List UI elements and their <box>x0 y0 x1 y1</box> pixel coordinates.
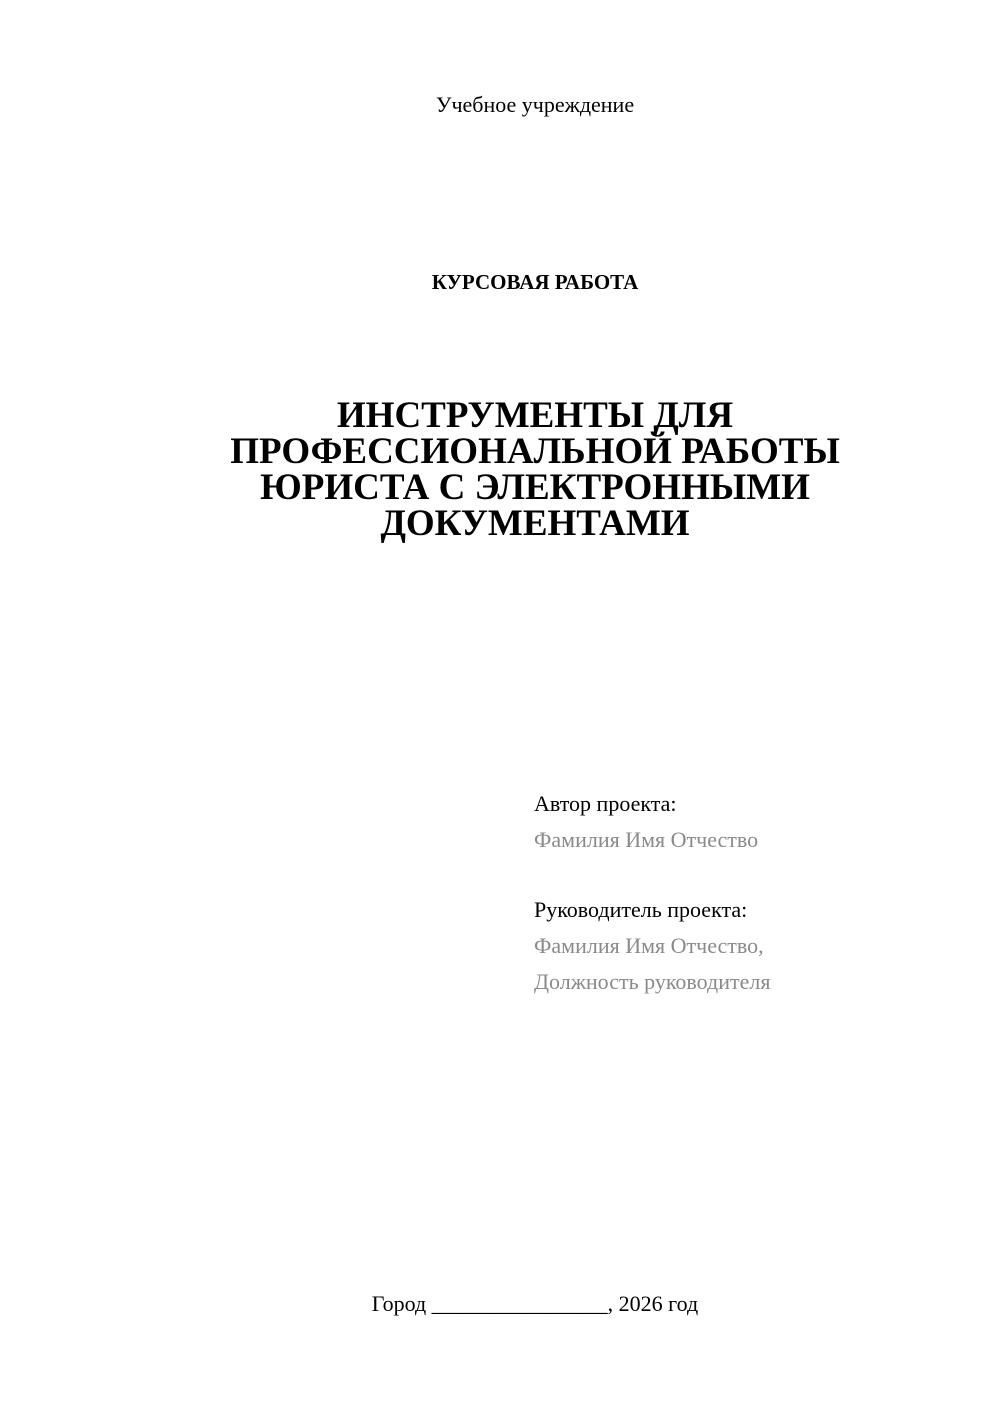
title-line: ДОКУМЕНТАМИ <box>380 503 690 544</box>
document-type: КУРСОВАЯ РАБОТА <box>431 270 639 294</box>
supervisor-label: Руководитель проекта: <box>534 897 748 922</box>
supervisor-position: Должность руководителя <box>534 969 771 994</box>
author-name: Фамилия Имя Отчество <box>534 827 759 852</box>
spacer <box>534 858 954 892</box>
document-title <box>150 395 920 544</box>
institution-name: Учебное учреждение <box>435 92 635 117</box>
title-line: ПРОФЕССИОНАЛЬНОЙ РАБОТЫ <box>230 431 840 472</box>
author-info-block <box>534 786 954 1000</box>
title-line: ИНСТРУМЕНТЫ ДЛЯ <box>336 395 734 436</box>
supervisor-name: Фамилия Имя Отчество, <box>534 933 764 958</box>
title-line: ЮРИСТА С ЭЛЕКТРОННЫМИ <box>260 467 810 508</box>
author-label: Автор проекта: <box>534 791 677 816</box>
city-year-footer: Город ________________, 2026 год <box>371 1291 699 1316</box>
